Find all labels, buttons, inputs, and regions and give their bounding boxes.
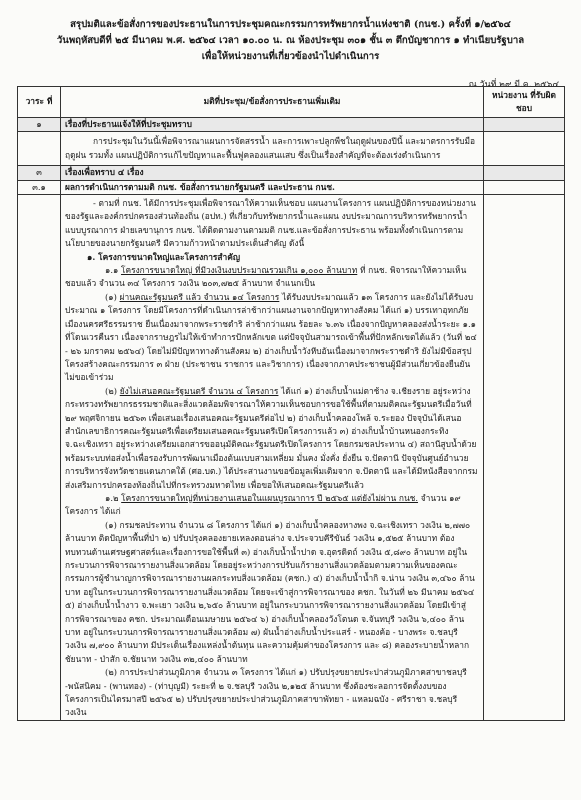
item-number: ๑.๑ <box>105 265 119 276</box>
table-row <box>18 195 565 721</box>
agenda-body <box>61 132 484 166</box>
agenda-number: ๓ <box>18 166 61 180</box>
table-header-row <box>18 87 565 118</box>
paragraph: การประชุมในวันนี้เพื่อพิจารณาแผนการจัดสรรน้ำ และการเพาะปลูกพืชในฤดูฝนของปีนี้ และมาตรการรับมือฤดูฝน รวมทั้ง แผนปฏิบัติการแก้ไขปัญหาและฟื้นฟูคลองแสนแสบ ซึ่งเป็นเรื่องสำคัญที่จะต้องเร่งดำเนินการ <box>65 136 476 160</box>
col-header-agency: หน่วยงาน ที่รับผิดชอบ <box>484 87 565 118</box>
item-text: ได้แก่ ๑) อ่างเก็บน้ำแม่ตาช้าง จ.เชียงราย อยู่ระหว่างกระทรวงทรัพยากรธรรมชาติและสิ่งแวดล้อมพิจารณาให้ความเห็นชอบการขอใช้พื้นที่ตามมติคณะรัฐมนตรีเมื่อวันที่ ๒๙ พฤศจิกายน ๒๕๖๓ เพื่อเสนอเรื่องเสนอคณะรัฐมนตรีต่อไป ๒) อ่างเก็บน้ำคลองโพล้ จ.ระยอง ปัจจุบันได้เสนอสำนักเลขาธิการคณะรัฐมนตรีเพื่อเตรียมเสนอคณะรัฐมนตรีเปิดโครงการแล้ว ๓) อ่างเก็บน้ำบ้านหนองกระทิง จ.ฉะเชิงเทรา อยู่ระหว่างเตรียมเอกสารขออนุมัติคณะรัฐมนตรีเปิดโครงการ โดยกรมชลประทาน ๔) สถานีสูบน้ำด้วยพร้อมระบบท่อส่งน้ำเพื่อรองรับการพัฒนาเมืองต้นแบบสามเหลี่ยม มั่นคง มั่งคั่ง ยั่งยืน จ.ปัตตานี ปัจจุบันศูนย์อำนวยการบริหารจังหวัดชายแดนภาคใต้ (ศอ.บต.) ได้ประสานงานขอข้อมูลเพิ่มเติมจาก จ.ปัตตานี และได้มีหนังสือจากกรมส่งเสริมการปกครองท้องถิ่นไปที่กระทรวงมหาดไทย เพื่อขอให้เสนอคณะรัฐมนตรีแล้ว <box>65 385 478 490</box>
table-row <box>18 132 565 166</box>
agenda-title: เรื่องที่ประธานแจ้งให้ที่ประชุมทราบ <box>61 118 484 132</box>
agenda-title: เรื่องเพื่อทราบ ๔ เรื่อง <box>61 166 484 180</box>
item-text: ได้รับงบประมาณแล้ว ๑๓ โครงการ และยังไม่ได้รับงบประมาณ ๑ โครงการ โดยมีโครงการที่ดำเนินการล่าช้ากว่าแผนงานจากปัญหาทางสังคม ได้แก่ ๑) บรรเทาอุทกภัยเมืองนครศรีธรรมราช ยืนเนื่องมาจากพระราชดำริ ล่าช้ากว่าแผน ร้อยละ ๖.๓๖ เนื่องจากปัญหาคลองส่งน้ำระยะ ๑.๑ ที่โดนเวรคืนรา เนื่องจากราษฎรไม่ให้เข้าทำการปักหลักเขต แต่ปัจจุบันสามารถเข้าพื้นที่ปักหลักเขตได้แล้ว (วันที่ ๒๔ - ๒๖ มกราคม ๒๕๖๔) โดยไม่มีปัญหาทางด้านสังคม ๒) อ่างเก็บน้ำวังหีบอันเนื่องมาจากพระราชดำริ ยังไม่มีข้อสรุปโครงสร้างคณะกรรมการ ๓ ฝ่าย (ประชาชน ราชการ และวิชาการ) เนื่องจากภาคประชาชนผู้มีส่วนเกี่ยวข้องยืนยันไม่ขอเข้าร่วม <box>65 291 477 383</box>
agenda-number: ๑ <box>18 118 61 132</box>
col-header-agenda: วาระ ที่ <box>18 87 61 118</box>
agenda-number-empty <box>18 195 61 721</box>
paragraph <box>65 264 479 291</box>
col-header-resolution: มติที่ประชุม/ข้อสั่งการประธานเพิ่มเติม <box>61 87 484 118</box>
item-number: (๒) <box>105 385 118 396</box>
agency-cell <box>484 195 565 721</box>
paragraph <box>65 385 479 492</box>
resolution-table <box>17 86 565 721</box>
agency-cell <box>484 166 565 180</box>
paragraph <box>65 291 479 385</box>
underlined-heading: โครงการขนาดใหญ่ที่หน่วยงานเสนอในแผนบูรณาการ ปี ๒๕๖๕ แต่ยังไม่ผ่าน กนช. <box>121 492 419 503</box>
agenda-title: ผลการดำเนินการตามมติ กนช. ข้อสั่งการนายกรัฐมนตรี และประธาน กนช. <box>61 180 484 194</box>
underlined-heading: ยังไม่เสนอคณะรัฐมนตรี จำนวน ๔ โครงการ <box>119 385 279 396</box>
table-row <box>18 180 565 194</box>
table-row <box>18 118 565 132</box>
header-line-3: เพื่อให้หน่วยงานที่เกี่ยวข้องนำไปดำเนินการ <box>201 51 380 62</box>
agency-cell <box>484 132 565 166</box>
section-heading: ๑. โครงการขนาดใหญ่และโครงการสำคัญ <box>87 251 240 262</box>
as-of-date: ณ วันที่ ๒๙ มี.ค. ๒๕๖๔ <box>468 80 559 90</box>
table-row <box>18 166 565 180</box>
header-line-1: สรุปมติและข้อสั่งการของประธานในการประชุมคณะกรรมการทรัพยากรน้ำแห่งชาติ (กนช.) ครั้งที่ ๑/๒๕๖๔ <box>70 19 511 30</box>
item-number: (๑) <box>105 291 117 302</box>
agency-cell <box>484 180 565 194</box>
underlined-heading: โครงการขนาดใหญ่ ที่มีวงเงินงบประมาณรวมเกิน ๑,๐๐๐ ล้านบาท <box>120 265 358 276</box>
underlined-heading: ผ่านคณะรัฐมนตรี แล้ว จำนวน ๑๔ โครงการ <box>119 291 280 302</box>
agency-cell <box>484 118 565 132</box>
paragraph <box>65 492 479 519</box>
agenda-number: ๓.๑ <box>18 180 61 194</box>
item-text: จำนวน ๑๙ โครงการ ได้แก่ <box>65 492 461 517</box>
item-text: ที่ กนช. พิจารณาให้ความเห็นชอบแล้ว จำนวน ๓๔ โครงการ วงเงิน ๒๐๓,๗๒๕ ล้านบาท จำแนกเป็น <box>65 265 467 289</box>
paragraph: (๑) กรมชลประทาน จำนวน ๘ โครงการ ได้แก่ ๑) อ่างเก็บน้ำคลองหางพง จ.ฉะเชิงเทรา วงเงิน ๒,๗๗๐ ล้านบาท ติดปัญหาพื้นที่ป่า ๒) ปรับปรุงคลองยายเหลงตอนล่าง จ.ประจวบคีรีขันธ์ วงเงิน ๑,๕๒๕ ล้านบาท ต้องทบทวนด้านเศรษฐศาสตร์และเรื่องการขอใช้พื้นที่ ๓) อ่างเก็บน้ำน้ำปาด จ.อุตรดิตถ์ วงเงิน ๕,๘๙๐ ล้านบาท อยู่ในกระบวนการพิจารณารายงานสิ่งแวดล้อม โดยอยู่ระหว่างการปรับแก้รายงานสิ่งแวดล้อมตามความเห็นของคณะกรรมการผู้ชำนาญการพิจารณารายงานผลกระทบสิ่งแวดล้อม (คชก.) ๔) อ่างเก็บน้ำน้ำกิ จ.น่าน วงเงิน ๓,๔๖๐ ล้านบาท อยู่ในกระบวนการพิจารณารายงานสิ่งแวดล้อม โดยจะเข้าสู่การพิจารณาของ คชก. ในวันที่ ๒๖ มีนาคม ๒๕๖๔ ๕) อ่างเก็บน้ำน้ำงาว จ.พะเยา วงเงิน ๒,๖๕๐ ล้านบาท อยู่ในกระบวนการพิจารณารายงานสิ่งแวดล้อม โดยมีเข้าสู่การพิจารณาของ คชก. ประมาณเดือนเมษายน ๒๕๖๔ ๖) อ่างเก็บน้ำคลองวังโตนด จ.จันทบุรี วงเงิน ๖,๔๐๐ ล้านบาท อยู่ในกระบวนการพิจารณารายงานสิ่งแวดล้อม ๗) ผันน้ำอ่างเก็บน้ำประแสร์ - หนองค้อ - บางพระ จ.ชลบุรี วงเงิน ๗,๙๐๐ ล้านบาท มีประเด็นเรื่องแหล่งน้ำต้นทุน และความคุ้มค่าของโครงการ และ ๘) คลองระบายน้ำหลากชัยนาท - ป่าสัก จ.ชัยนาท วงเงิน ๓๒,๔๐๐ ล้านบาท <box>65 519 475 664</box>
item-number: ๑.๒ <box>105 492 119 503</box>
paragraph: (๒) การประปาส่วนภูมิภาค จำนวน ๓ โครงการ ได้แก่ ๑) ปรับปรุงขยายประปาส่วนภูมิภาคสาขาชลบุรี -พนัสนิคม - (พานทอง) - (ท่าบุญมี) ระยะที่ ๒ จ.ชลบุรี วงเงิน ๒,๑๒๕ ล้านบาท ซึ่งต้องชะลอการจัดตั้งงบของโครงการเป็นไตรมาสปี ๒๕๖๕ ๒) ปรับปรุงขยายประปาส่วนภูมิภาคสาขาพัทยา - แหลมฉบัง - ศรีราชา จ.ชลบุรี วงเงิน <box>65 667 467 718</box>
agenda-number-empty <box>18 132 61 166</box>
agenda-body <box>61 195 484 721</box>
header-line-2: วันพฤหัสบดีที่ ๒๕ มีนาคม พ.ศ. ๒๕๖๔ เวลา ๑๐.๐๐ น. ณ ห้องประชุม ๓๐๑ ชั้น ๓ ตึกบัญชาการ ๑ ทำเนียบรัฐบาล <box>56 35 525 46</box>
paragraph: - ตามที่ กนช. ได้มีการประชุมเพื่อพิจารณาให้ความเห็นชอบ แผนงานโครงการ แผนปฏิบัติการของหน่วยงานของรัฐและองค์กรปกครองส่วนท้องถิ่น (อปท.) ที่เกี่ยวกับทรัพยากรน้ำและแผน งบประมาณการบริหารทรัพยากรน้ำแบบบูรณาการ ฝ่ายเลขานุการ กนช. ได้ติดตามงานตามมติ กนช.และข้อสั่งการประธาน พร้อมทั้งดำเนินการตามนโยบายของนายกรัฐมนตรี มีความก้าวหน้าตามประเด็นสำคัญ ดังนี้ <box>65 198 476 249</box>
